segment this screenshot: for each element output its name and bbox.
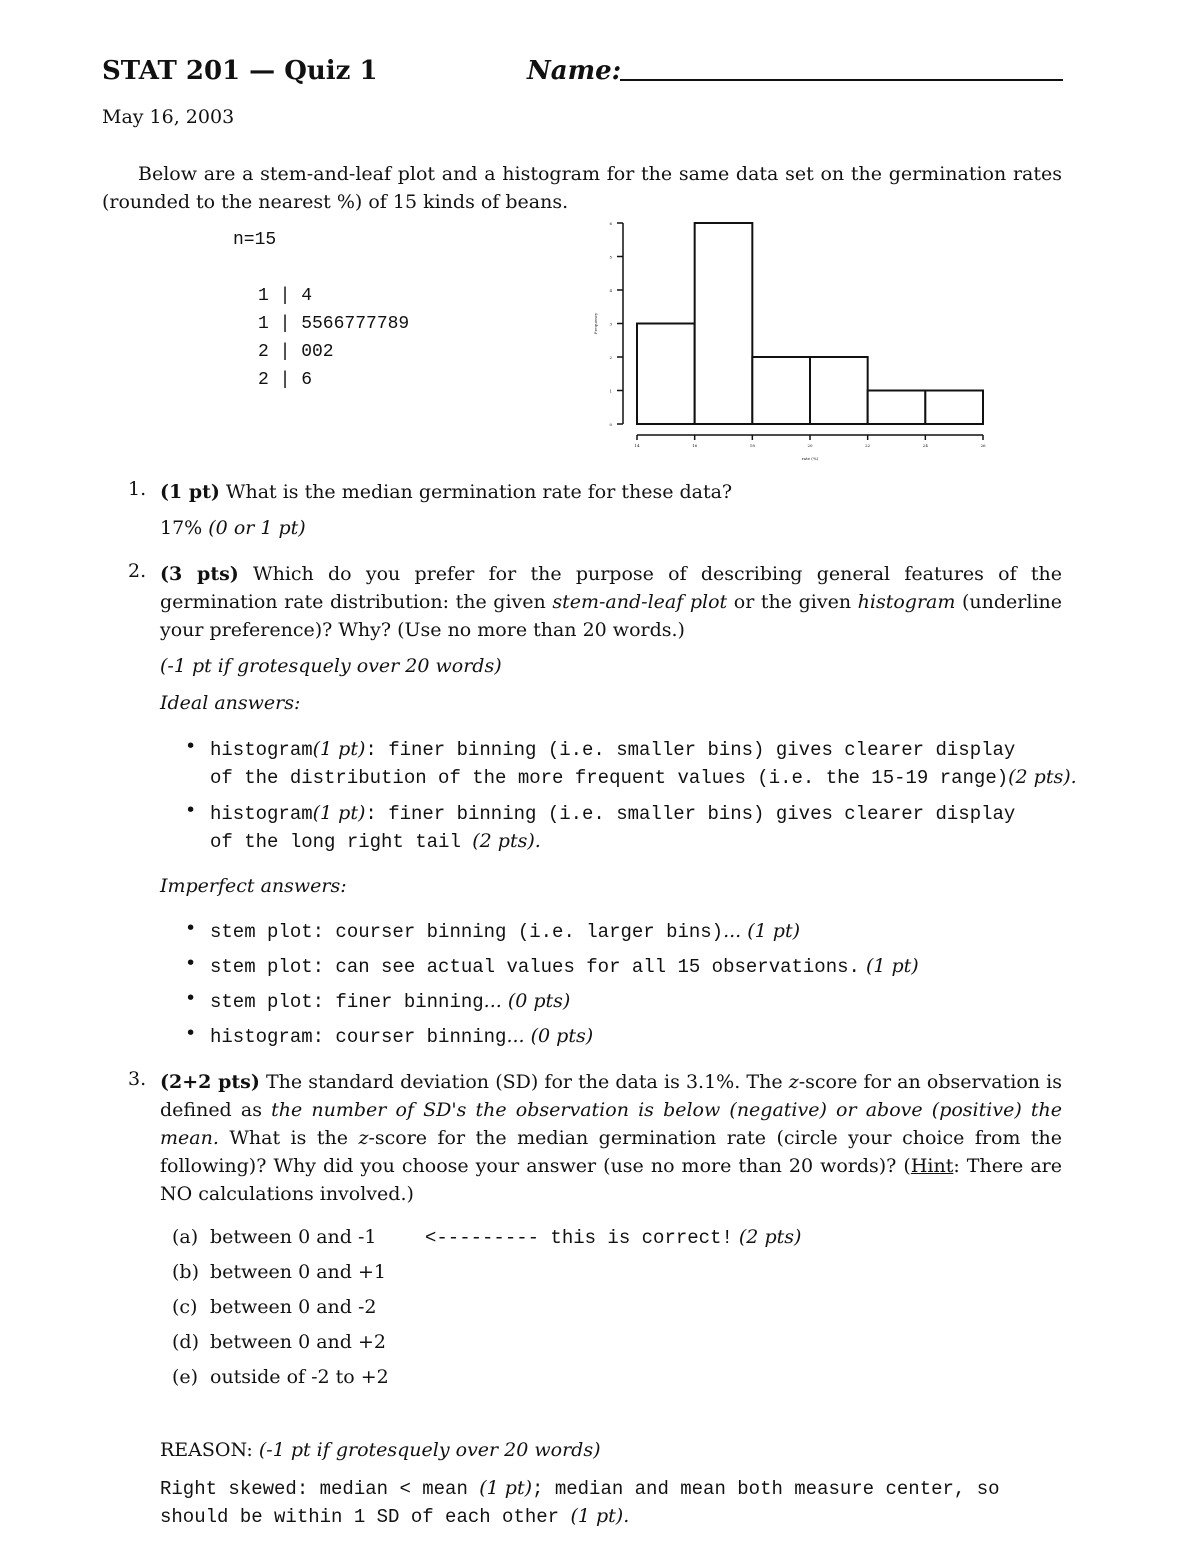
q2-hist-term: histogram: [857, 591, 956, 613]
reason-text: should be within 1 SD of each other: [160, 1506, 571, 1528]
quiz-date: May 16, 2003: [102, 106, 235, 128]
answer-text: of the distribution of the more frequent values (i.e. the 15-19 range): [210, 767, 1009, 789]
intro-paragraph: Below are a stem-and-leaf plot and a histogram for the same data set on the germination rates (rounded to the nearest %) of 15 kinds of beans.: [102, 163, 1062, 213]
ideal-answer-item-cont: [210, 827, 541, 856]
q3-text-part: -score for an observation is defined as: [160, 1071, 1062, 1121]
ideal-answer-item: [210, 799, 1015, 828]
q2-text-part: or the given: [727, 591, 858, 613]
answer-head: histogram: [210, 739, 313, 761]
reason-penalty: (-1 pt if grotesquely over 20 words): [252, 1439, 601, 1461]
answer-points: ... (0 pts): [483, 990, 571, 1012]
y-tick-label: 6: [609, 221, 612, 226]
answer-points: (1 pt): [312, 802, 366, 824]
answer-text: of the long right tail: [210, 831, 473, 853]
name-blank-line[interactable]: [620, 79, 1063, 81]
option-label: (a): [172, 1226, 199, 1248]
y-tick-label: 5: [609, 254, 612, 260]
bullet-icon: •: [185, 735, 197, 757]
option-d[interactable]: between 0 and +2: [210, 1331, 386, 1353]
q1-answer: [160, 514, 1062, 542]
bullet-icon: •: [185, 1022, 197, 1044]
option-label: (c): [172, 1296, 198, 1318]
q1-answer-value: 17%: [160, 517, 203, 539]
reason-label: REASON:: [160, 1439, 253, 1461]
ideal-answer-item: [210, 735, 1015, 764]
correct-points: (2 pts): [732, 1226, 802, 1248]
reason-answer-line: [160, 1477, 1000, 1500]
histogram-bar: [925, 391, 983, 425]
q3-text: [160, 1068, 1062, 1208]
answer-text: stem plot: finer binning: [210, 991, 484, 1013]
answer-points: (1 pt): [859, 955, 919, 977]
x-axis-label: rate (%): [801, 456, 819, 461]
x-tick-label: 18: [749, 443, 755, 448]
bullet-icon: •: [185, 952, 197, 974]
histogram-bar: [810, 357, 868, 424]
x-tick-label: 22: [865, 443, 871, 448]
histogram-bar: [752, 357, 810, 424]
q3-points: (2+2 pts): [160, 1071, 260, 1093]
page-title: STAT 201 — Quiz 1: [102, 56, 378, 86]
imperfect-answers-label: Imperfect answers:: [160, 875, 347, 897]
q2-points: (3 pts): [160, 563, 239, 585]
histogram-bar: [637, 324, 695, 425]
q1-question: What is the median germination rate for these data?: [219, 481, 733, 503]
option-label: (d): [172, 1331, 199, 1353]
answer-text: histogram: courser binning: [210, 1026, 507, 1048]
answer-text: stem plot: can see actual values for all 15 observations.: [210, 956, 860, 978]
bullet-icon: •: [185, 799, 197, 821]
z-symbol: z: [358, 1127, 369, 1149]
bullet-icon: •: [185, 987, 197, 1009]
answer-head: histogram: [210, 803, 313, 825]
z-definition: the number of SD's the observation is below (negative) or above (positive) the mean.: [160, 1099, 1063, 1149]
q2-text: [160, 560, 1062, 644]
q1-answer-note: (0 or 1 pt): [202, 517, 306, 539]
x-tick-label: 20: [807, 443, 813, 448]
stem-row: 2 | 002: [258, 342, 334, 362]
stem-row: 1 | 5566777789: [258, 314, 410, 334]
q2-number: 2.: [128, 560, 147, 582]
q2-stem-term: stem-and-leaf plot: [552, 591, 728, 613]
x-tick-label: 16: [692, 443, 698, 448]
stem-row: 2 | 6: [258, 370, 313, 390]
q3-number: 3.: [128, 1068, 147, 1090]
histogram-chart: [585, 215, 1005, 465]
answer-points: (1 pt): [312, 738, 366, 760]
y-tick-label: 1: [609, 388, 612, 394]
option-e[interactable]: outside of -2 to +2: [210, 1366, 389, 1388]
stem-row: 1 | 4: [258, 286, 313, 306]
x-tick-label: 24: [922, 443, 928, 448]
bullet-icon: •: [185, 917, 197, 939]
x-tick-label: 26: [980, 443, 986, 448]
q2-text-part: Which do you prefer for the purpose of describing general features of the germination rate distribution: the given: [160, 563, 1062, 613]
q2-penalty: (-1 pt if grotesquely over 20 words): [160, 655, 502, 677]
q3-text-part: -score for the median germination rate (circle your choice from the following)? Why did you choose your answer (use no more than 20 words)? (: [160, 1127, 1062, 1177]
answer-points: ... (1 pt): [723, 920, 801, 942]
q1-number: 1.: [128, 478, 147, 500]
histogram-bar: [868, 391, 926, 425]
correct-marker: [425, 1226, 801, 1249]
imperfect-answer-item: [210, 917, 800, 946]
stem-plot-n: n=15: [233, 230, 277, 250]
reason-text: Right skewed: median < mean: [160, 1478, 480, 1500]
ideal-answer-item-cont: [210, 763, 1077, 792]
y-axis-label: Frequency: [593, 312, 598, 335]
y-tick-label: 4: [609, 288, 612, 293]
y-tick-label: 3: [609, 321, 612, 327]
ideal-answers-label: Ideal answers:: [160, 692, 301, 714]
imperfect-answer-item: [210, 987, 570, 1016]
name-label: Name:: [527, 56, 622, 86]
option-b[interactable]: between 0 and +1: [210, 1261, 386, 1283]
reason-points: (1 pt): [479, 1477, 533, 1499]
q1-text: [160, 478, 1062, 506]
answer-text: stem plot: courser binning (i.e. larger bins): [210, 921, 724, 943]
reason-text: ; median and mean both measure center, so: [532, 1478, 1000, 1500]
hint-label: Hint: [910, 1155, 954, 1177]
option-a[interactable]: between 0 and -1: [210, 1226, 377, 1248]
option-label: (e): [172, 1366, 199, 1388]
option-c[interactable]: between 0 and -2: [210, 1296, 377, 1318]
reason-answer-line: [160, 1505, 629, 1528]
q3-text-part: : There are NO calculations involved.): [160, 1155, 1062, 1205]
answer-points: ... (0 pts): [506, 1025, 594, 1047]
option-label: (b): [172, 1261, 199, 1283]
z-symbol: z: [788, 1071, 799, 1093]
answer-points: (2 pts).: [472, 830, 541, 852]
q3-text-part: What is the: [218, 1127, 359, 1149]
histogram-bar: [695, 223, 753, 424]
y-tick-label: 2: [609, 355, 612, 360]
q2-text-part: (underline your preference)? Why? (Use no more than 20 words.): [160, 591, 1062, 641]
answer-points: (2 pts).: [1008, 766, 1077, 788]
y-tick-label: 0: [609, 422, 612, 427]
answer-text: : finer binning (i.e. smaller bins) gives clearer display: [365, 803, 1016, 825]
imperfect-answer-item: [210, 952, 919, 981]
reason-points: (1 pt).: [570, 1505, 630, 1527]
x-tick-label: 14: [634, 443, 640, 448]
correct-marker-text: <--------- this is correct!: [425, 1227, 733, 1249]
reason-line: [160, 1439, 601, 1461]
imperfect-answer-item: [210, 1022, 593, 1051]
answer-text: : finer binning (i.e. smaller bins) gives clearer display: [365, 739, 1016, 761]
q3-text-part: The standard deviation (SD) for the data is 3.1%. The: [259, 1071, 789, 1093]
q1-points: (1 pt): [160, 481, 220, 503]
